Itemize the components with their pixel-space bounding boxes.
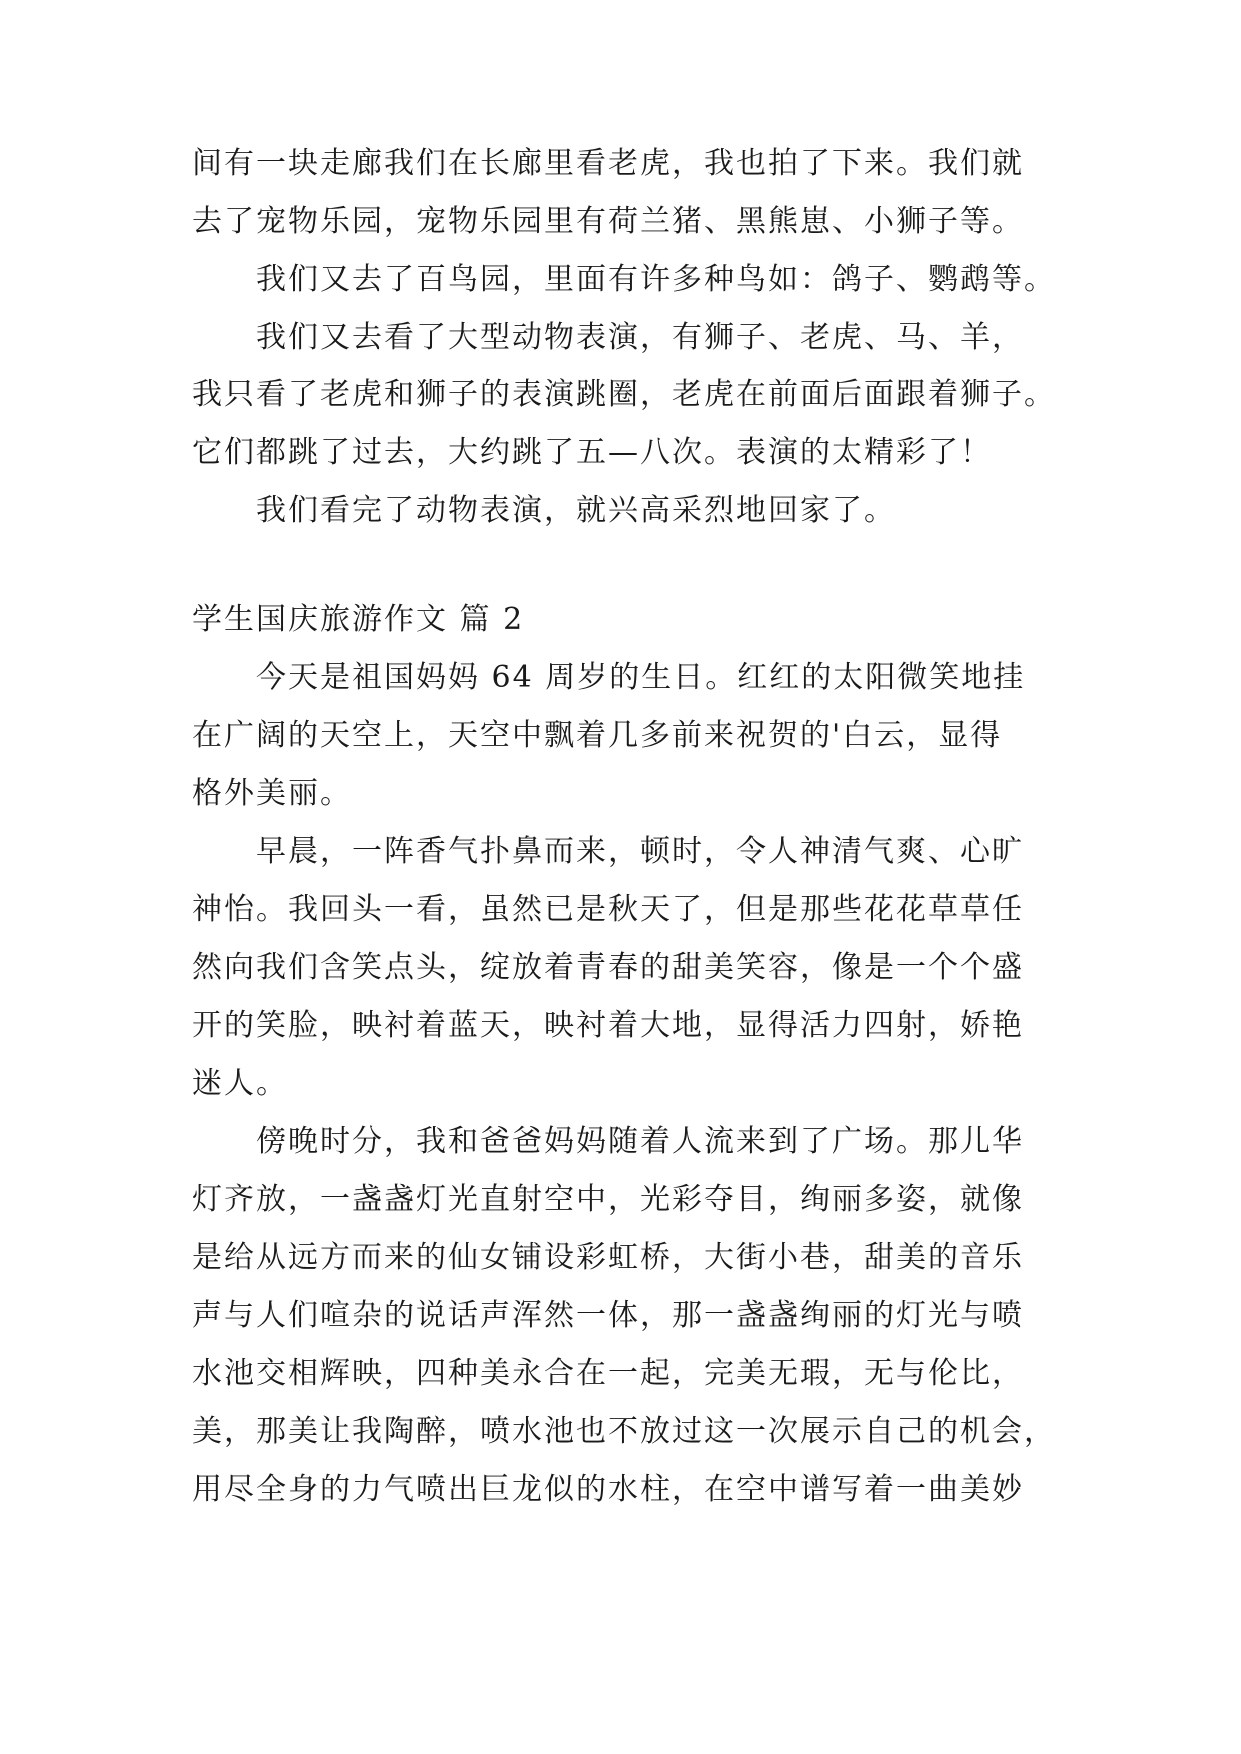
section-heading: 学生国庆旅游作文 篇 2 bbox=[192, 602, 525, 637]
paragraph-line: 神怡。我回头一看，虽然已是秋天了，但是那些花花草草任 bbox=[192, 892, 1024, 927]
paragraph-line: 去了宠物乐园，宠物乐园里有荷兰猪、黑熊崽、小狮子等。 bbox=[192, 204, 1024, 239]
paragraph-line: 美，那美让我陶醉，喷水池也不放过这一次展示自己的机会， bbox=[192, 1414, 1056, 1449]
paragraph-line: 早晨，一阵香气扑鼻而来，顿时，令人神清气爽、心旷 bbox=[256, 834, 1024, 869]
paragraph-line: 它们都跳了过去，大约跳了五—八次。表演的太精彩了！ bbox=[192, 435, 992, 470]
paragraph-line: 声与人们喧杂的说话声浑然一体，那一盏盏绚丽的灯光与喷 bbox=[192, 1298, 1024, 1333]
paragraph-line: 在广阔的天空上，天空中飘着几多前来祝贺的'白云，显得 bbox=[192, 718, 1003, 753]
paragraph-line: 是给从远方而来的仙女铺设彩虹桥，大街小巷，甜美的音乐 bbox=[192, 1240, 1024, 1275]
paragraph-line: 灯齐放，一盏盏灯光直射空中，光彩夺目，绚丽多姿，就像 bbox=[192, 1182, 1024, 1217]
paragraph-line: 迷人。 bbox=[192, 1066, 288, 1101]
paragraph-line: 间有一块走廊我们在长廊里看老虎，我也拍了下来。我们就 bbox=[192, 146, 1024, 181]
paragraph-line: 我们看完了动物表演，就兴高采烈地回家了。 bbox=[256, 493, 896, 528]
paragraph-line: 格外美丽。 bbox=[192, 776, 352, 811]
paragraph-line: 水池交相辉映，四种美永合在一起，完美无瑕，无与伦比， bbox=[192, 1356, 1024, 1391]
paragraph-line: 傍晚时分，我和爸爸妈妈随着人流来到了广场。那儿华 bbox=[256, 1124, 1024, 1159]
paragraph-line: 然向我们含笑点头，绽放着青春的甜美笑容，像是一个个盛 bbox=[192, 950, 1024, 985]
paragraph-line: 我们又去看了大型动物表演，有狮子、老虎、马、羊， bbox=[256, 320, 1024, 355]
paragraph-line: 用尽全身的力气喷出巨龙似的水柱，在空中谱写着一曲美妙 bbox=[192, 1472, 1024, 1507]
paragraph-line: 今天是祖国妈妈 64 周岁的生日。红红的太阳微笑地挂 bbox=[256, 660, 1026, 695]
paragraph-line: 开的笑脸，映衬着蓝天，映衬着大地，显得活力四射，娇艳 bbox=[192, 1008, 1024, 1043]
paragraph-line: 我只看了老虎和狮子的表演跳圈，老虎在前面后面跟着狮子。 bbox=[192, 377, 1056, 412]
paragraph-line: 我们又去了百鸟园，里面有许多种鸟如：鸽子、鹦鹉等。 bbox=[256, 262, 1056, 297]
